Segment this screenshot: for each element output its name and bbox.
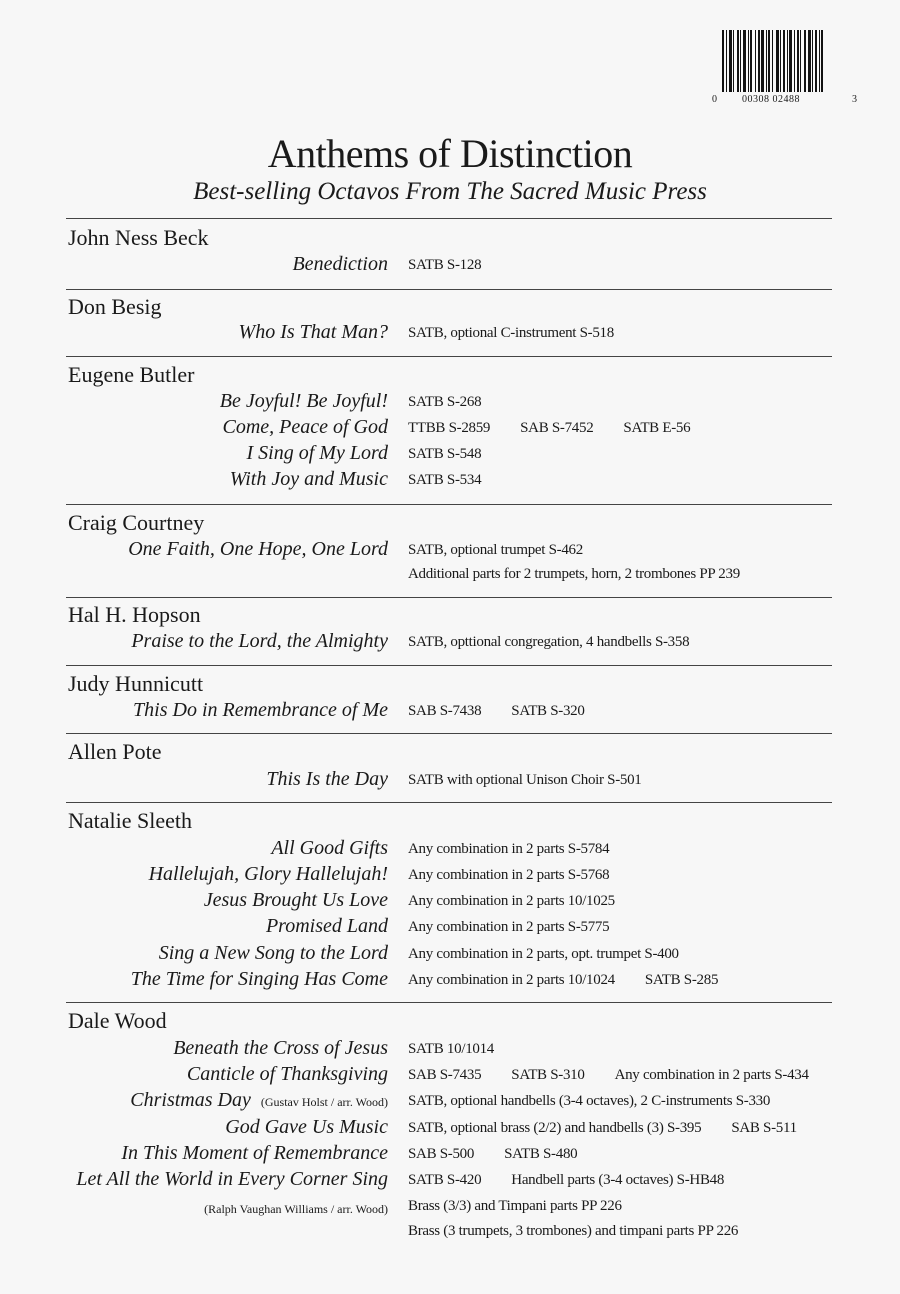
work-title: Jesus Brought Us Love [203,889,388,911]
work-title: Praise to the Lord, the Almighty [131,630,388,652]
detail-item: SATB S-420 [408,1172,482,1188]
work-title: Promised Land [265,915,388,937]
detail-item: SATB S-548 [408,446,482,462]
work-title-text: Christmas Day [130,1089,251,1111]
work-details [408,1093,770,1110]
arranger-note: (Gustav Holst / arr. Wood) [260,1095,388,1109]
work-title: This Do in Remembrance of Me [133,699,388,721]
arranger-note: (Ralph Vaughan Williams / arr. Wood) [204,1202,388,1216]
detail-item: SATB, opttional congregation, 4 handbells S-358 [408,634,690,650]
detail-item: SATB S-268 [408,394,482,410]
composer-name: Craig Courtney [68,510,205,535]
page-subtitle: Best-selling Octavos From The Sacred Music Press [193,178,707,205]
detail-item: Any combination in 2 parts S-5768 [408,867,610,883]
divider [66,802,832,803]
barcode-left-digit: 0 [712,94,718,105]
detail-item: SATB, optional C-instrument S-518 [408,325,614,341]
composer-name: Eugene Butler [68,362,195,387]
detail-item: SAB S-7438 [408,703,482,719]
work-details [408,446,481,463]
work-details [408,893,615,910]
detail-item: SATB S-128 [408,257,482,273]
work-title: This Is the Day [266,768,388,790]
detail-item: Handbell parts (3-4 octaves) S-HB48 [511,1172,725,1188]
work-details [408,972,718,989]
work-details [408,946,679,963]
detail-item: Any combination in 2 parts 10/1024 [408,972,615,988]
detail-item: SAB S-500 [408,1146,475,1162]
divider [66,1002,832,1003]
work-details [408,394,481,411]
composer-name: Hal H. Hopson [68,602,201,627]
work-details [408,325,614,342]
detail-item: SAB S-7435 [408,1067,482,1083]
detail-item: Additional parts for 2 trumpets, horn, 2 trombones PP 239 [408,566,740,582]
detail-item: Brass (3 trumpets, 3 trombones) and timpani parts PP 226 [408,1223,739,1239]
work-title: The Time for Singing Has Come [130,968,388,990]
barcode [712,30,860,108]
barcode-right-digit: 3 [852,94,858,105]
composer-name: Allen Pote [68,739,162,764]
work-details [408,257,481,274]
detail-item: SAB S-511 [731,1120,797,1136]
detail-item: Any combination in 2 parts S-5775 [408,919,610,935]
detail-item: Any combination in 2 parts S-434 [614,1067,809,1083]
composer-name: Don Besig [68,294,162,319]
detail-item: SATB, optional trumpet S-462 [408,542,583,558]
detail-item: Any combination in 2 parts 10/1025 [408,893,615,909]
work-title: Hallelujah, Glory Hallelujah! [148,863,388,885]
page-title: Anthems of Distinction [267,131,633,176]
work-title: Come, Peace of God [222,416,388,438]
divider [66,665,832,666]
work-details [408,1067,809,1084]
work-title: Who Is That Man? [238,321,388,343]
work-title: Canticle of Thanksgiving [186,1063,388,1085]
divider [66,504,832,505]
work-details [408,867,609,884]
detail-item: SATB S-534 [408,472,482,488]
work-title: In This Moment of Remembrance [121,1142,388,1164]
work-title: One Faith, One Hope, One Lord [128,538,388,560]
work-details [408,420,690,437]
detail-item: Any combination in 2 parts, opt. trumpet S-400 [408,946,679,962]
work-details [408,1223,738,1240]
work-title: Let All the World in Every Corner Sing [76,1168,388,1190]
work-title: Sing a New Song to the Lord [158,942,388,964]
work-details [408,542,583,559]
detail-item: SATB S-285 [644,972,719,988]
work-details [408,1198,622,1215]
detail-item: SAB S-7452 [520,420,594,436]
work-details [408,1041,494,1058]
work-title: Benediction [292,253,388,275]
work-details [408,1146,577,1163]
divider [66,356,832,357]
detail-item: SATB S-320 [511,703,585,719]
work-details [408,472,481,489]
detail-item: TTBB S-2859 [408,420,491,436]
divider [66,218,832,219]
barcode-number: 00308 02488 [742,94,800,105]
work-details [408,1172,724,1189]
composer-name: Judy Hunnicutt [68,671,204,696]
work-title [130,1089,388,1112]
work-title: With Joy and Music [229,468,388,490]
composer-name: Natalie Sleeth [68,808,193,833]
detail-item: Any combination in 2 parts S-5784 [408,841,610,857]
divider [66,597,832,598]
work-title: I Sing of My Lord [246,442,388,464]
detail-item: SATB with optional Unison Choir S-501 [408,772,642,788]
detail-item: Brass (3/3) and Timpani parts PP 226 [408,1198,622,1214]
detail-item: SATB, optional brass (2/2) and handbells (3) S-395 [408,1120,702,1136]
divider [66,733,832,734]
work-details [408,1120,797,1137]
work-details [408,634,689,651]
barcode-bars [722,30,850,92]
work-details [408,772,642,789]
detail-item: SATB S-480 [504,1146,578,1162]
work-title: Beneath the Cross of Jesus [173,1037,388,1059]
composer-name: John Ness Beck [68,225,209,250]
work-details [408,919,609,936]
work-title: Be Joyful! Be Joyful! [219,390,388,412]
detail-item: SATB 10/1014 [408,1041,494,1057]
work-details [408,566,740,583]
work-details [408,703,585,720]
composer-name: Dale Wood [68,1008,167,1033]
divider [66,289,832,290]
work-title: All Good Gifts [271,837,388,859]
detail-item: SATB S-310 [511,1067,585,1083]
detail-item: SATB E-56 [623,420,691,436]
detail-item: SATB, optional handbells (3-4 octaves), 2 C-instruments S-330 [408,1093,771,1109]
work-details [408,841,609,858]
work-title: God Gave Us Music [225,1116,388,1138]
